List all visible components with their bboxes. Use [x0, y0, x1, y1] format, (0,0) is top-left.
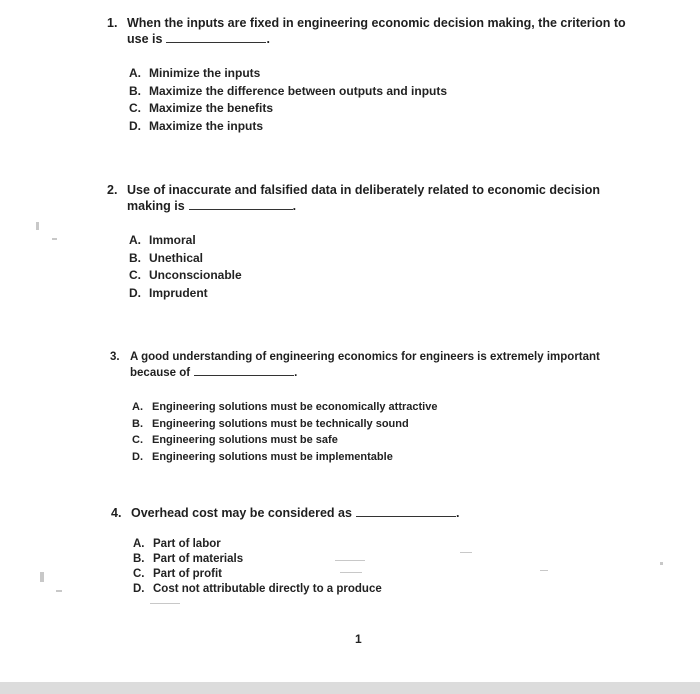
question-stem	[107, 15, 627, 47]
question-3	[110, 349, 630, 465]
scan-speck	[460, 552, 472, 553]
option-c	[132, 432, 630, 449]
option-text: Part of materials	[153, 553, 244, 565]
question-2	[107, 182, 627, 302]
option-d	[129, 118, 627, 136]
answer-blank	[189, 199, 293, 210]
option-letter: B.	[133, 553, 145, 565]
question-stem	[111, 505, 631, 521]
answer-blank	[356, 506, 456, 517]
question-text: A good understanding of engineering economics for engineers is extremely important because of	[130, 351, 600, 379]
scan-speck	[36, 222, 39, 230]
option-a	[133, 537, 631, 552]
option-text: Engineering solutions must be technically sound	[152, 417, 409, 430]
option-text: Engineering solutions must be safe	[152, 434, 338, 446]
option-letter: A.	[132, 401, 143, 413]
end-mark: .	[455, 506, 460, 520]
scan-speck	[40, 572, 44, 582]
scan-speck	[340, 572, 362, 573]
option-a	[132, 399, 630, 416]
option-list	[107, 232, 627, 302]
scan-speck	[56, 590, 62, 592]
option-letter: B.	[132, 417, 143, 430]
page-number: 1	[355, 632, 362, 646]
option-c	[129, 100, 627, 118]
answer-blank	[166, 32, 266, 43]
scan-speck	[150, 603, 180, 604]
question-text: When the inputs are fixed in engineering economic decision making, the criterion to use is	[127, 16, 626, 46]
option-letter: A.	[133, 538, 145, 550]
question-text: Overhead cost may be considered as	[131, 506, 352, 520]
option-letter: A.	[129, 233, 141, 247]
option-c	[129, 267, 627, 285]
option-d	[133, 582, 631, 597]
question-number: 2.	[107, 183, 118, 197]
option-letter: C.	[129, 268, 141, 282]
option-letter: C.	[133, 568, 145, 580]
option-letter: D.	[129, 285, 141, 300]
option-b	[132, 416, 630, 433]
option-text: Cost not attributable directly to a produce	[153, 583, 382, 595]
option-letter: B.	[129, 250, 141, 265]
option-a	[129, 232, 627, 250]
option-a	[129, 65, 627, 83]
question-number: 1.	[107, 16, 118, 30]
option-text: Unethical	[149, 250, 204, 265]
option-letter: B.	[129, 83, 141, 98]
scan-speck	[660, 562, 663, 565]
option-b	[129, 250, 627, 268]
option-text: Minimize the inputs	[149, 66, 261, 80]
question-text: Use of inaccurate and falsified data in deliberately related to economic decision making is	[127, 183, 601, 213]
scan-speck	[335, 560, 365, 561]
question-stem	[110, 349, 630, 381]
option-text: Maximize the inputs	[149, 118, 264, 133]
option-list	[111, 537, 631, 597]
answer-blank	[194, 365, 294, 376]
option-c	[133, 567, 631, 582]
option-text: Part of labor	[153, 538, 221, 550]
scan-speck	[52, 238, 57, 240]
option-list	[110, 399, 630, 465]
option-text: Unconscionable	[149, 268, 242, 282]
scan-speck	[540, 570, 548, 571]
option-b	[129, 83, 627, 101]
option-letter: A.	[129, 66, 141, 80]
question-stem	[107, 182, 627, 214]
question-number: 4.	[111, 506, 122, 520]
option-text: Engineering solutions must be economically attractive	[152, 401, 438, 413]
option-text: Maximize the benefits	[149, 101, 274, 115]
option-letter: D.	[133, 583, 145, 595]
option-text: Immoral	[149, 233, 196, 247]
option-b	[133, 552, 631, 567]
option-letter: D.	[129, 118, 141, 133]
end-mark: .	[292, 199, 297, 213]
option-letter: C.	[129, 101, 141, 115]
scan-edge	[0, 682, 700, 694]
option-text: Part of profit	[153, 568, 222, 580]
option-text: Maximize the difference between outputs and inputs	[149, 83, 448, 98]
option-d	[132, 449, 630, 466]
option-text: Imprudent	[149, 285, 208, 300]
option-letter: C.	[132, 434, 143, 446]
question-1	[107, 15, 627, 135]
end-mark: .	[266, 32, 270, 46]
option-letter: D.	[132, 450, 143, 463]
option-d	[129, 285, 627, 303]
option-text: Engineering solutions must be implementable	[152, 450, 393, 463]
option-list	[107, 65, 627, 135]
question-4	[111, 505, 631, 597]
end-mark: .	[294, 367, 298, 379]
question-number: 3.	[110, 351, 120, 363]
